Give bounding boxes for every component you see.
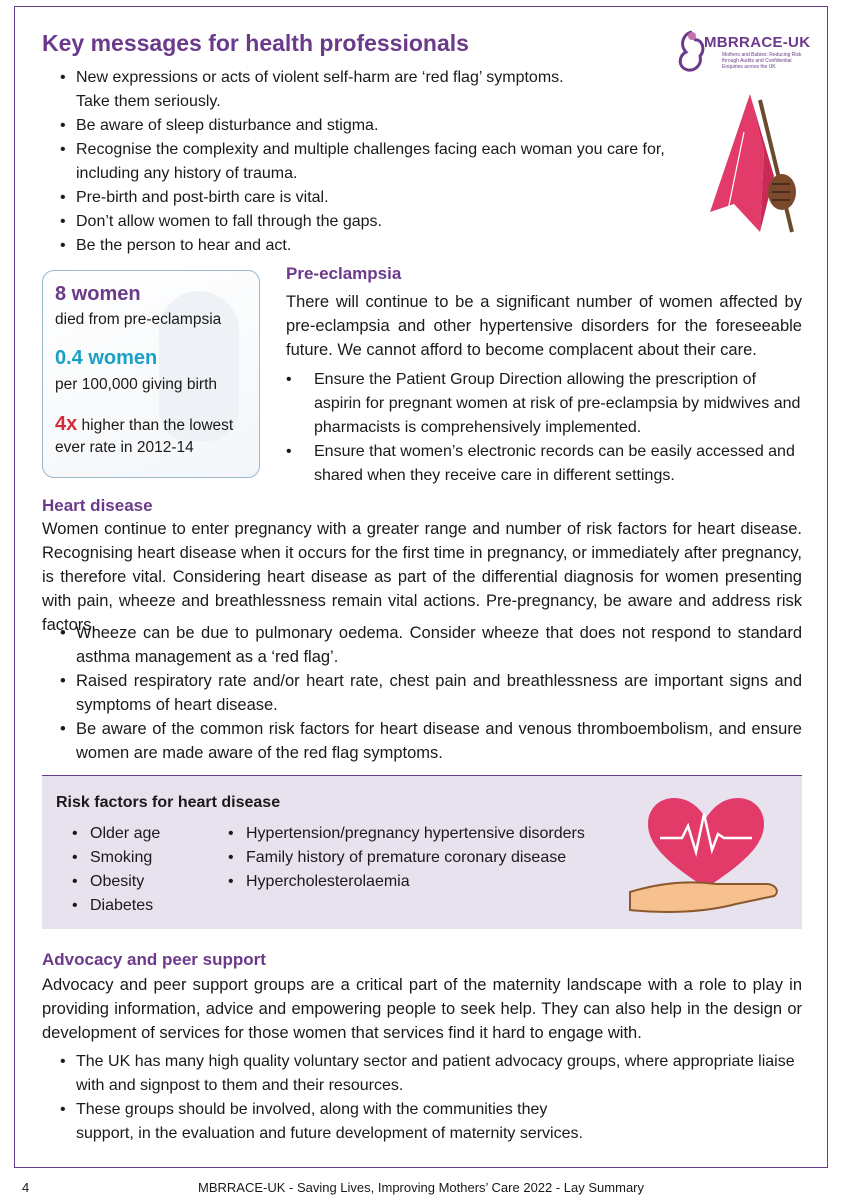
list-item: • Be the person to hear and act.: [42, 234, 722, 258]
list-item: • Older age: [54, 822, 234, 846]
women-died-label: died from pre-eclampsia: [55, 311, 222, 328]
rate-label: per 100,000 giving birth: [55, 376, 218, 393]
logo-name: MBRRACE-UK: [704, 34, 811, 51]
list-item: • Wheeze can be due to pulmonary oedema. Consider wheeze that does not respond to standard asthma management as a ‘red flag’.: [42, 621, 802, 669]
multiplier-stat: 4x higher than the lowest ever rate in 2012-14: [55, 413, 234, 456]
risk-factors-list-2: [210, 822, 630, 894]
advocacy-paragraph: Advocacy and peer support groups are a critical part of the maternity landscape with a role to play in providing information, advice and empowering people to seek help. They can also help in the design or development of services for those women that services find it hard to engage with.: [42, 976, 802, 1042]
list-item: • The UK has many high quality voluntary sector and patient advocacy groups, where appropriate liaise with and signpost to them and their resources.: [42, 1050, 802, 1098]
pre-eclampsia-list: [270, 368, 802, 488]
list-item: • Hypertension/pregnancy hypertensive disorders: [210, 822, 630, 846]
list-item: • Raised respiratory rate and/or heart rate, chest pain and breathlessness are important signs and symptoms of heart disease.: [42, 669, 802, 717]
heart-disease-title: Heart disease: [42, 496, 153, 515]
list-item: • Family history of premature coronary disease: [210, 846, 630, 870]
list-item: • New expressions or acts of violent self-harm are ‘red flag’ symptoms. Take them seriously.: [42, 66, 722, 114]
multiplier-value: 4x: [55, 413, 78, 435]
list-item: • Pre-birth and post-birth care is vital.: [42, 186, 722, 210]
advocacy-list: [42, 1050, 802, 1146]
heart-in-hand-icon: [626, 792, 786, 920]
pre-eclampsia-stats-box: [42, 270, 260, 478]
rate-value: 0.4 women: [55, 347, 158, 369]
advocacy-title: Advocacy and peer support: [42, 950, 266, 969]
footer-title: MBRRACE-UK - Saving Lives, Improving Mothers’ Care 2022 - Lay Summary: [198, 1180, 644, 1195]
logo-tagline: Mothers and Babies: Reducing Risk through Audits and Confidential Enquiries across the UK: [722, 52, 802, 70]
list-item: • These groups should be involved, along with the communities they support, in the evaluation and future development of maternity services.: [42, 1098, 802, 1146]
heart-disease-paragraph: Women continue to enter pregnancy with a greater range and number of risk factors for heart disease. Recognising heart disease when it occurs for the first time in pregnancy, or immediately after pregnancy, is therefore vital. Considering heart disease as part of the differential diagnosis for women presenting with pain, wheeze and breathlessness remain vital actions. Pre-pregnancy, be aware and address risk factors.: [42, 520, 802, 634]
heart-disease-list: [42, 621, 802, 765]
risk-factors-title: Risk factors for heart disease: [56, 794, 281, 811]
list-item: • Ensure the Patient Group Direction allowing the prescription of aspirin for pregnant women at risk of pre-eclampsia by midwives and pharmacists is comprehensively implemented.: [270, 368, 802, 440]
list-item: • Don’t allow women to fall through the gaps.: [42, 210, 722, 234]
list-item: • Recognise the complexity and multiple challenges facing each woman you care for, including any history of trauma.: [42, 138, 722, 186]
list-item: • Ensure that women’s electronic records can be easily accessed and shared when they receive care in different settings.: [270, 440, 802, 488]
list-item: • Obesity: [54, 870, 234, 894]
list-item: • Diabetes: [54, 894, 234, 918]
pre-eclampsia-title: Pre-eclampsia: [286, 264, 402, 283]
risk-factors-panel: [42, 775, 802, 929]
list-item: • Be aware of sleep disturbance and stigma.: [42, 114, 722, 138]
women-died-count: 8 women: [55, 283, 141, 305]
pre-eclampsia-paragraph: There will continue to be a significant number of women affected by pre-eclampsia and other hypertensive disorders for the foreseeable future. We cannot afford to become complacent about their care.: [286, 293, 802, 359]
list-item: • Be aware of the common risk factors for heart disease and venous thromboembolism, and ensure women are made aware of the red flag symptoms.: [42, 717, 802, 765]
list-item: • Smoking: [54, 846, 234, 870]
key-messages-title: Key messages for health professionals: [42, 30, 469, 56]
risk-factors-list-1: [54, 822, 234, 918]
page-number: 4: [22, 1180, 30, 1195]
list-item: • Hypercholesterolaemia: [210, 870, 630, 894]
key-messages-list: [42, 66, 722, 258]
